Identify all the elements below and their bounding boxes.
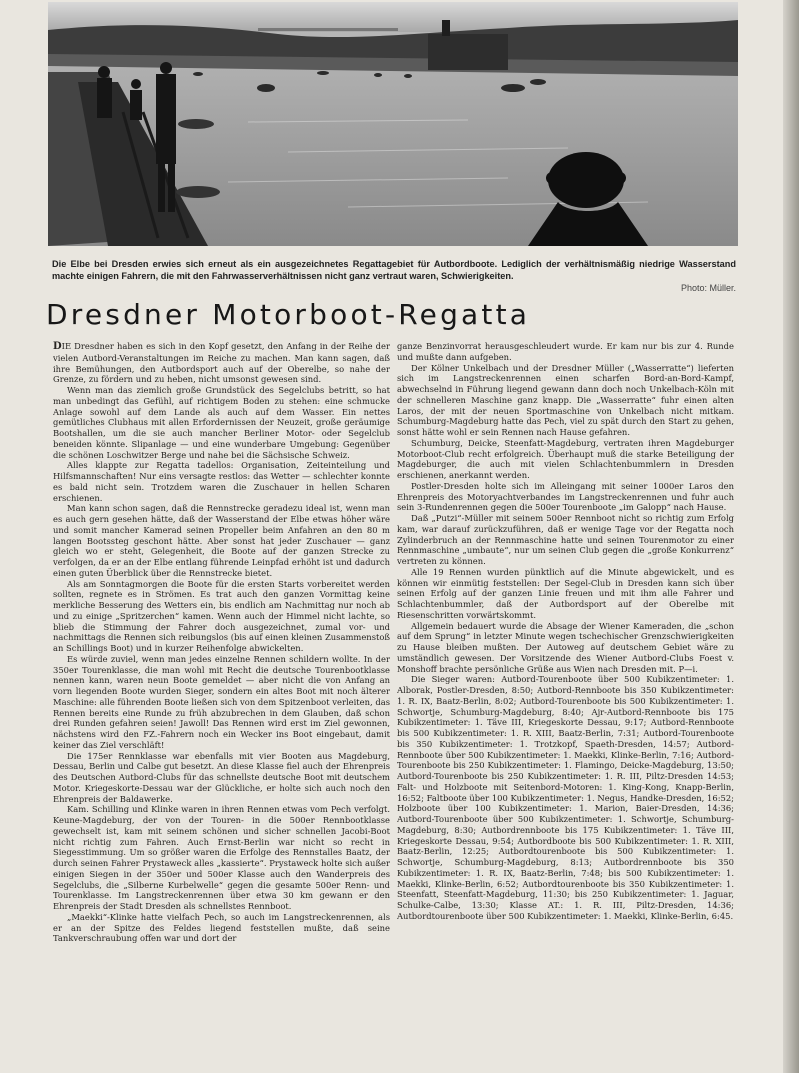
page-edge: [783, 0, 799, 1073]
drop-cap: D: [53, 341, 62, 352]
results-paragraph: Die Sieger waren: Autbord-Tourenboote über 500 Kubikzentimeter: 1. Alborak, Postler-Dresden, 8:50; Autbord-Rennboote bis 350 Kubikzentimeter: 1. R. IX, Baatz-Berlin, 8:02; Autbord-Tourenboote bis 500 Kubikzentimeter: 1. Schwortje, Schumburg-Magdeburg, 8:40; Ajr-Autbord-Rennboote bis 175 Kubikzentimeter: 1. Täve III, Kriegeskorte Dessau, 9:17; Autbord-Rennboote bis 500 Kubikzentimeter: 1. R. XIII, Baatz-Berlin, 7:31; Autbord-Tourenboote bis 350 Kubikzentimeter: 1. Trotzkopf, Spaeth-Dresden, 14:57; Autbord-Rennboote über 500 Kubikzentimeter: 1. Maekki, Klinke-Berlin, 7:16; Autbord-Tourenboote bis 250 Kubikzentimeter: 1. Flamingo, Deicke-Magdeburg, 13:50; Autbord-Tourenboote bis 250 Kubikzentimeter: 1. R. III, Piltz-Dresden 14:53; Falt- und Holzboote mit Seitenbord-Motoren: 1. King-Kong, Knapp-Berlin, 16:52; Faltboote über 100 Kubikzentimeter: 1. Negus, Handke-Dresden, 16:52; Holzboote über 100 Kubikzentimeter: 1. Marion, Baier-Dresden, 14:36; Autbord-Tourenboote über 500 Kubikzentimeter: 1. Schwortje, Schumburg-Magdeburg, 8:30; Autbordrennboote bis 175 Kubikzentimeter: 1. Täve III, Kriegeskorte Dessau, 9:54; Autbordboote bis 500 Kubikzentimeter: 1. R. XIII, Baatz-Berlin, 12:25; Autbordtourenboote bis 500 Kubikzentimeter: 1. Schwortje, Schumburg-Magdeburg, 8:13; Autbordrennboote bis 350 Kubikzentimeter: 1. R. IX, Baatz-Berlin, 7:48; bis 500 Kubikzentimeter: 1. Maekki, Klinke-Berlin, 6:52; Autbordtourenboote bis 350 Kubikzentimeter: 1. Steenfatt, Steenfatt-Magdeburg, 11:30; bis 250 Kubikzentimeter: 1. Jaguar, Schulke-Calbe, 13:30; Klasse AT.: 1. R. III, Piltz-Dresden, 14:36; Autbordtourenboote über 500 Kubikzentimeter: 1. Maekki, Klinke-Berlin, 6:45.: [397, 674, 734, 921]
article-headline: Dresdner Motorboot-Regatta: [46, 298, 531, 331]
photo-credit: Photo: Müller.: [680, 283, 736, 293]
paragraph: Alles klappte zur Regatta tadellos: Organisation, Zeiteinteilung und Hilfsmannschaften! Nur eins versagte restlos: das Wetter — schlechter konnte es bald nicht sein. Trotzdem waren die Zuschauer in hellen Scharen erschienen.: [53, 460, 390, 503]
paragraph: Als am Sonntagmorgen die Boote für die ersten Starts vorbereitet werden sollten, regnete es in Strömen. Es trat auch den ganzen Vormittag keine merkliche Besserung des Wetters ein, bis endlich am Nachmittag nur noch ab und zu einige „Spritzerchen“ kamen. Wenn auch der Himmel nicht lachte, so blieb die Stimmung der Fahrer doch ausgezeichnet, zumal vor- und nachmittags die Rennen sich reibungslos (bis auf einen kleinen Zusammenstoß an Schillings Boot) und in kurzer Reihenfolge abwickelten.: [53, 578, 390, 653]
paragraph: „Maekki“-Klinke hatte vielfach Pech, so auch im Langstreckenrennen, als er an der Spitze des Feldes liegend feststellen mußte, daß seine Tankverschraubung offen war und dort der: [53, 911, 390, 944]
regatta-photo: [48, 2, 738, 246]
paragraph: Kam. Schilling und Klinke waren in ihren Rennen etwas vom Pech verfolgt. Keune-Magdeburg, der von der Touren- in die 500er Rennbootklasse gewechselt ist, kam mit seinem schönen und sicher schnellen Jacobi-Boot nicht richtig zum Fahren. Auch Ernst-Berlin war nicht so recht in Siegesstimmung. Um so größer waren die Erfolge des Rennstalles Baatz, der durch seinen Fahrer Prystaweck alles „kassierte“. Prystaweck holte sich außer einigen Siegen in der 350er und 500er Klasse auch den Wanderpreis des Segelclubs, die „Silberne Kurbelwelle“ gegen die gesamte 500er Renn- und Tourenklasse. Im Langstreckenrennen über etwa 30 km gewann er den Ehrenpreis der Stadt Dresden als schnellstes Rennboot.: [53, 804, 390, 911]
paragraph: Schumburg, Deicke, Steenfatt-Magdeburg, vertraten ihren Magdeburger Motorboot-Club recht erfolgreich. Überhaupt muß die starke Beteiligung der Magdeburger, die auch mit vielen Schlachtenbummlern in Dresden erschienen, anerkannt werden.: [397, 437, 734, 480]
paragraph: Die 175er Rennklasse war ebenfalls mit vier Booten aus Magdeburg, Dessau, Berlin und Calbe gut besetzt. An diese Klasse fiel auch der Ehrenpreis des Deutschen Autbord-Clubs für das schnellste deutsche Boot mit deutschem Motor. Kriegeskorte-Dessau war der Glückliche, er holte sich auch noch den Ehrenpreis der Baldawerke.: [53, 750, 390, 804]
photo-caption: Die Elbe bei Dresden erwies sich erneut als ein ausgezeichnetes Regattagebiet für Autbordboote. Lediglich der verhältnismäßig niedrige Wasserstand machte einigen Fahrern, die mit den Fahrwasserverhältnissen nicht ganz vertraut waren, Schwierigkeiten.: [52, 259, 736, 281]
paragraph: ganze Benzinvorrat herausgeschleudert wurde. Er kam nur bis zur 4. Runde und mußte dann aufgeben.: [397, 341, 734, 362]
paragraph: Daß „Putzi“-Müller mit seinem 500er Rennboot nicht so richtig zum Erfolg kam, war darauf zurückzuführen, daß er wenige Tage vor der Regatta noch Zylinderbruch an der Rennmaschine hatte und seinen Tourenmotor zu einer Rennmaschine „umbaute“, nur um seinen Club gegen die „große Konkurrenz“ vertreten zu können.: [397, 513, 734, 566]
paragraph: Alle 19 Rennen wurden pünktlich auf die Minute abgewickelt, und es können wir einmütig feststellen: Der Segel-Club in Dresden kann sich über seinen Erfolg auf der ganzen Linie freuen und mit ihm alle Fahrer und Schlachtenbummler, daß der Autbordsport auf der Oberelbe mit Riesenschritten vorwärtskommt.: [397, 566, 734, 620]
paragraph: Der Kölner Unkelbach und der Dresdner Müller („Wasserratte“) lieferten sich im Langstreckenrennen einen scharfen Bord-an-Bord-Kampf, abwechselnd in Führung liegend gewann dann doch noch Unkelbach-Köln mit der schnelleren Maschine ganz knapp. Die „Wasserratte“ fuhr einen alten Laros, der mit der neuen Sportmaschine von Unkelbach nicht mitkam. Schumburg-Magdeburg hatte das Pech, viel zu spät durch den Start zu gehen, sonst hätte wohl er sein Rennen nach Hause gefahren.: [397, 362, 734, 437]
paragraph: Es würde zuviel, wenn man jedes einzelne Rennen schildern wollte. In der 350er Tourenklasse, die man wohl mit Recht die deutsche Tourenbootklasse nennen kann, waren neun Boote gemeldet — aber nicht die von Anfang an vorn liegenden Boote wurden Sieger, sondern ein altes Boot mit noch älterer Maschine: alle führenden Boote ließen sich von dem Spitzenboot verleiten, das Rennen bereits eine Runde zu früh abzubrechen in dem Glauben, daß schon drei Runden gefahren seien! Jawoll! Das Rennen wird erst im Ziel gewonnen, nächstens wird den FZ.-Fahrern noch ein Wecker ins Boot eingebaut, damit keiner das Ziel verschläft!: [53, 653, 390, 750]
paragraph: Postler-Dresden holte sich im Alleingang mit seiner 1000er Laros den Ehrenpreis des Motoryachtverbandes im Langstreckenrennen und fuhr auch sein 3-Rundenrennen gegen die 500er Tourenboote „im Galopp“ nach Hause.: [397, 480, 734, 513]
paragraph: DIE Dresdner haben es sich in den Kopf gesetzt, den Anfang in der Reihe der vielen Autbord-Veranstaltungen im Reiche zu machen. Man kann sagen, daß ihre Bemühungen, den Autbordsport auch auf der Oberelbe, so nahe der Grenze, zu fördern und zu heben, nicht umsonst gewesen sind.: [53, 341, 390, 385]
paragraph: Man kann schon sagen, daß die Rennstrecke geradezu ideal ist, wenn man es auch gern gesehen hätte, daß der Wasserstand der Elbe etwas höher wäre und somit mancher Kamerad seinen Propeller beim Anfahren an den 80 m langen Bootssteg geschont hätte. Aber sonst hat jeder Zuschauer — ganz gleich wo er steht, Gelegenheit, die Boote auf der ganzen Strecke zu verfolgen, da er an der Elbe entlang führende Leinpfad erhöht ist und dadurch einen guten Überblick über die Rennstrecke bietet.: [53, 503, 390, 578]
article-right-column: [397, 341, 734, 1053]
paragraph: Wenn man das ziemlich große Grundstück des Segelclubs betritt, so hat man unbedingt das Gefühl, auf richtigem Boden zu stehen: eine schmucke Anlage sowohl auf dem Lande als auch auf dem Wasser. Ein nettes gemütliches Clubhaus mit allen Erfordernissen der Neuzeit, große geräumige Bootshallen, um die sie auch mancher Berliner Motor- oder Segelclub beneiden könnte. Slipanlage — und eine wunderbare Umgebung: Gegenüber die schönen Loschwitzer Berge und nahe bei die Sächsische Schweiz.: [53, 385, 390, 460]
article-left-column: [53, 341, 390, 1053]
paragraph: Allgemein bedauert wurde die Absage der Wiener Kameraden, die „schon auf dem Sprung“ in letzter Minute wegen tschechischer Grenzschwierigkeiten zu Hause bleiben mußten. Der Autoweg auf deutschem Gebiet wäre zu umständlich gewesen. Der Vorsitzende des Wiener Autbord-Clubs Foest v. Monshoff brachte persönliche Grüße aus Wien nach Dresden mit. P—i.: [397, 620, 734, 674]
